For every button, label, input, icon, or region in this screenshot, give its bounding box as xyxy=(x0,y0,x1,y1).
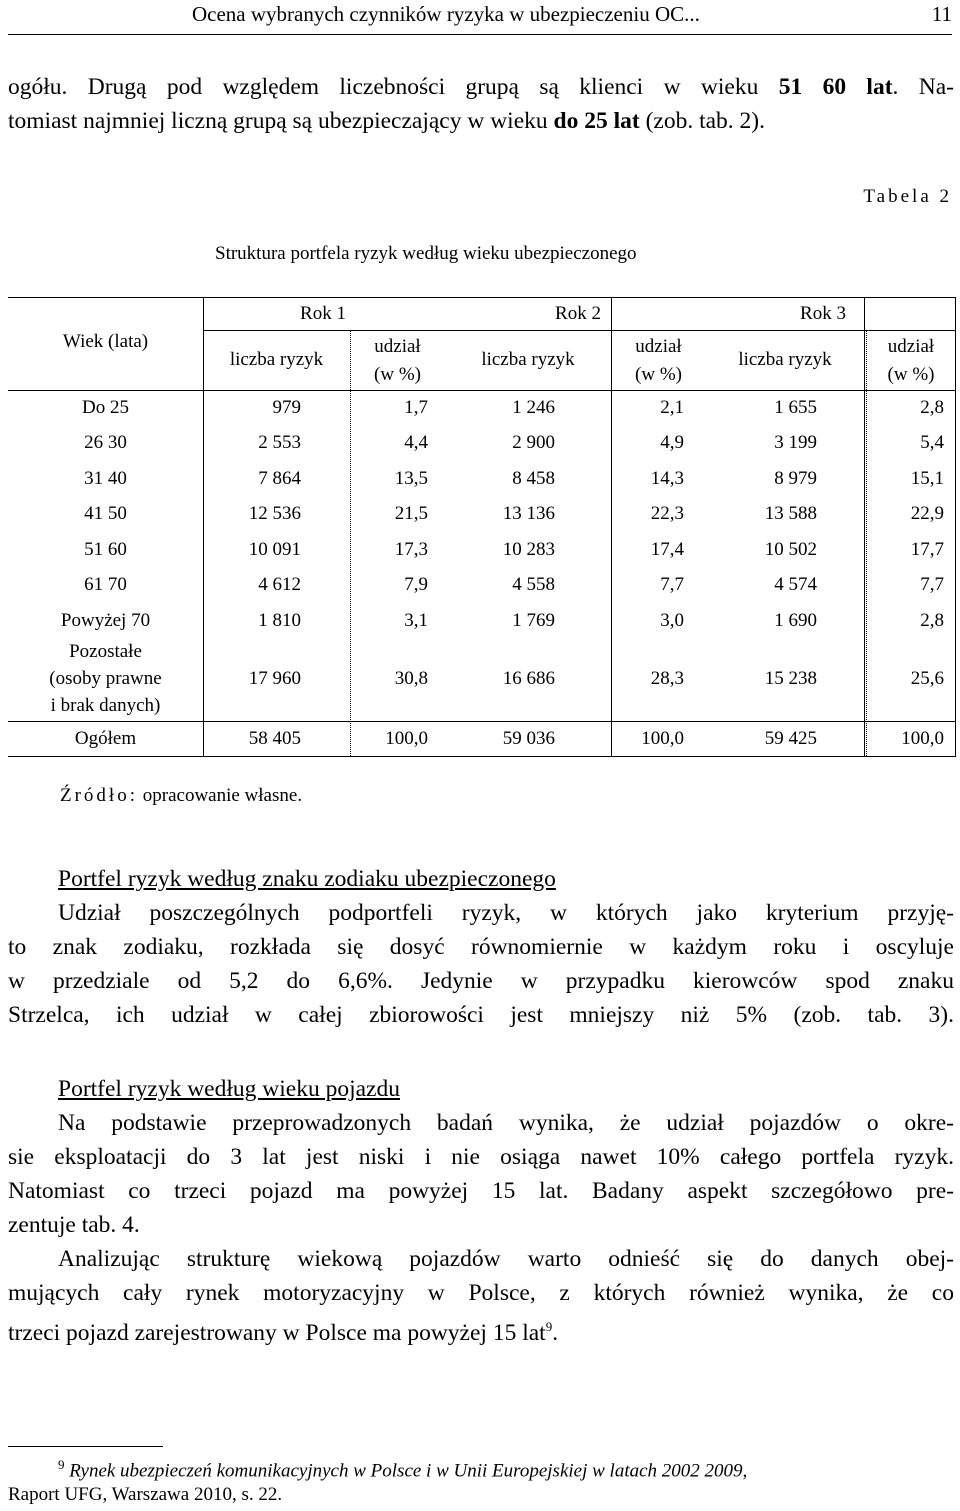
cell-count-y1: 17 960 xyxy=(248,668,301,689)
section-heading-text: Portfel ryzyk według wieku pojazdu xyxy=(58,1076,400,1102)
section-zodiac xyxy=(8,862,954,1032)
cell-count-y1: 979 xyxy=(272,397,301,418)
cell-share-y2: 14,3 xyxy=(650,468,684,489)
cell-count-y2: 1 769 xyxy=(512,610,555,631)
paragraph-line: Strzelca, ich udział w całej zbiorowości jest mniejszy niż 5% (zob. tab. 3). xyxy=(8,1002,954,1028)
col-header-year-1: Rok 1 xyxy=(300,303,346,324)
cell-share-y1: 4,4 xyxy=(404,432,428,453)
cell-age: Powyżej 70 xyxy=(60,610,151,631)
intro-emphasis: do 25 lat xyxy=(553,108,640,134)
cell-share-y1: 1,7 xyxy=(404,397,428,418)
cell-share-y1: 3,1 xyxy=(404,610,428,631)
cell-share-y3: 15,1 xyxy=(910,468,944,489)
paragraph-line: sie eksploatacji do 3 lat jest niski i nie osiąga nawet 10% całego portfela ryzyk. xyxy=(8,1144,954,1170)
cell-count-y2: 8 458 xyxy=(512,468,555,489)
table-label: Tabela 2 xyxy=(863,186,952,207)
cell-count-y1: 4 612 xyxy=(258,574,301,595)
table-row xyxy=(8,574,956,596)
footnote-text: , xyxy=(742,1460,748,1482)
cell-share-y2: 28,3 xyxy=(650,668,684,689)
table-row xyxy=(8,397,956,419)
cell-share-y1: 7,9 xyxy=(404,574,428,595)
cell-age-line: (osoby prawne xyxy=(49,668,162,689)
table-row xyxy=(8,432,956,454)
cell-share-y2: 22,3 xyxy=(650,503,684,524)
cell-count-y1: 7 864 xyxy=(258,468,301,489)
cell-share-y1: 21,5 xyxy=(394,503,428,524)
col-header-share: udział xyxy=(635,336,682,357)
intro-line-1 xyxy=(8,70,954,104)
col-header-year-2: Rok 2 xyxy=(555,303,601,324)
running-header xyxy=(8,0,952,35)
table-rule-header xyxy=(8,390,956,391)
age-structure-table xyxy=(8,297,956,756)
cell-share-y2: 100,0 xyxy=(641,728,684,749)
footnote-number: 9 xyxy=(58,1457,65,1472)
cell-count-y1: 58 405 xyxy=(248,728,301,749)
footnote-line-2: Raport UFG, Warszawa 2010, s. 22. xyxy=(8,1484,283,1505)
intro-text: (zob. tab. 2). xyxy=(639,108,765,134)
cell-age: Ogółem xyxy=(74,728,137,749)
col-header-age: Wiek (lata) xyxy=(62,331,149,352)
cell-share-y2: 7,7 xyxy=(660,574,684,595)
cell-age-line: i brak danych) xyxy=(50,695,161,716)
paragraph-line: w przedziale od 5,2 do 6,6%. Jedynie w przypadku kierowców spod znaku xyxy=(8,968,954,994)
cell-share-y1: 30,8 xyxy=(394,668,428,689)
cell-share-y3: 17,7 xyxy=(910,539,944,560)
cell-age: Do 25 xyxy=(82,397,129,418)
cell-count-y3: 1 655 xyxy=(774,397,817,418)
col-header-share-unit: (w %) xyxy=(887,364,935,385)
cell-count-y3: 59 425 xyxy=(764,728,817,749)
cell-share-y2: 17,4 xyxy=(650,539,684,560)
cell-count-y1: 1 810 xyxy=(258,610,301,631)
intro-text: . Na- xyxy=(892,74,954,100)
cell-share-y3: 22,9 xyxy=(910,503,944,524)
cell-share-y3: 5,4 xyxy=(920,432,944,453)
cell-count-y2: 13 136 xyxy=(502,503,555,524)
cell-share-y2: 4,9 xyxy=(660,432,684,453)
intro-text: tomiast najmniej liczną grupą są ubezpieczający w wieku xyxy=(8,108,554,134)
cell-share-y2: 2,1 xyxy=(660,397,684,418)
cell-share-y1: 17,3 xyxy=(394,539,428,560)
cell-share-y3: 2,8 xyxy=(920,397,944,418)
col-header-count: liczba ryzyk xyxy=(738,349,832,370)
cell-age-line: Pozostałe xyxy=(69,641,142,662)
cell-age: 61 70 xyxy=(84,574,127,595)
cell-age: 31 40 xyxy=(84,468,127,489)
running-header-title: Ocena wybranych czynników ryzyka w ubezpieczeniu OC... xyxy=(192,2,700,26)
cell-share-y1: 13,5 xyxy=(394,468,428,489)
intro-emphasis: 51 60 lat xyxy=(778,74,893,100)
cell-count-y3: 10 502 xyxy=(764,539,817,560)
footnote-title: Rynek ubezpieczeń komunikacyjnych w Polsce i w Unii Europejskiej w latach 2002 2009 xyxy=(69,1460,743,1482)
source-label: Źródło: xyxy=(60,785,138,806)
cell-count-y3: 4 574 xyxy=(774,574,817,595)
section-heading-text: Portfel ryzyk według znaku zodiaku ubezpieczonego xyxy=(58,866,556,892)
table-rule-total xyxy=(8,721,956,722)
table-row xyxy=(8,610,956,632)
cell-count-y1: 10 091 xyxy=(248,539,301,560)
table-rule-top xyxy=(8,297,956,298)
cell-count-y1: 12 536 xyxy=(248,503,301,524)
intro-text: ogółu. Drugą pod względem liczebności grupą są klienci w wieku xyxy=(8,74,779,100)
footnote-ref[interactable]: 9 xyxy=(545,1319,553,1334)
cell-count-y1: 2 553 xyxy=(258,432,301,453)
table-rule-bottom xyxy=(8,756,956,757)
cell-count-y2: 1 246 xyxy=(512,397,555,418)
paragraph-line: Na podstawie przeprowadzonych badań wynika, że udział pojazdów o okre- xyxy=(58,1110,954,1136)
col-header-share-unit: (w %) xyxy=(635,364,682,385)
col-header-share-unit: (w %) xyxy=(374,364,421,385)
cell-share-y3: 25,6 xyxy=(910,668,944,689)
paragraph-line: Analizując strukturę wiekową pojazdów warto odnieść się do danych obej- xyxy=(58,1246,954,1272)
col-header-share: udział xyxy=(887,336,935,357)
paragraph-line: Natomiast co trzeci pojazd ma powyżej 15 lat. Badany aspekt szczegółowo pre- xyxy=(8,1178,954,1204)
intro-line-2 xyxy=(8,104,954,138)
cell-age: 51 60 xyxy=(84,539,127,560)
table-row-other xyxy=(8,641,956,719)
section-vehicle xyxy=(8,1072,954,1344)
col-header-year-3: Rok 3 xyxy=(800,303,846,324)
table-rule-years xyxy=(203,330,956,331)
table-row xyxy=(8,503,956,525)
footnote-separator xyxy=(8,1446,163,1447)
paragraph-line: Udział poszczególnych podportfeli ryzyk, w których jako kryterium przyję- xyxy=(58,900,954,926)
paragraph-line-last xyxy=(8,1310,954,1344)
intro-paragraph xyxy=(8,70,954,138)
cell-share-y2: 3,0 xyxy=(660,610,684,631)
footnote-line-1 xyxy=(8,1457,954,1482)
table-title: Struktura portfela ryzyk według wieku ubezpieczonego xyxy=(215,243,637,264)
cell-count-y2: 59 036 xyxy=(502,728,555,749)
table-source xyxy=(60,785,302,807)
section-heading xyxy=(8,862,954,896)
paragraph-line: mujących cały rynek motoryzacyjny w Polsce, z których również wynika, że co xyxy=(8,1280,954,1306)
section-heading xyxy=(8,1072,954,1106)
paragraph-line: zentuje tab. 4. xyxy=(8,1212,140,1238)
cell-count-y3: 8 979 xyxy=(774,468,817,489)
cell-count-y2: 10 283 xyxy=(502,539,555,560)
cell-count-y3: 15 238 xyxy=(764,668,817,689)
page-number: 11 xyxy=(931,2,952,26)
col-header-count: liczba ryzyk xyxy=(481,349,575,370)
cell-count-y3: 3 199 xyxy=(774,432,817,453)
paragraph-text: . xyxy=(552,1319,559,1346)
cell-count-y2: 2 900 xyxy=(512,432,555,453)
cell-share-y1: 100,0 xyxy=(385,728,428,749)
col-header-share: udział xyxy=(374,336,421,357)
table-row xyxy=(8,539,956,561)
paragraph-line: to znak zodiaku, rozkłada się dosyć równomiernie w każdym roku i oscyluje xyxy=(8,934,954,960)
cell-share-y3: 100,0 xyxy=(901,728,944,749)
paragraph-text: trzeci pojazd zarejestrowany w Polsce ma powyżej 15 lat xyxy=(8,1319,546,1346)
table-row-total xyxy=(8,728,956,750)
cell-share-y3: 7,7 xyxy=(920,574,944,595)
cell-share-y3: 2,8 xyxy=(920,610,944,631)
source-text: opracowanie własne. xyxy=(138,785,303,806)
cell-count-y2: 16 686 xyxy=(502,668,555,689)
cell-age: 26 30 xyxy=(84,432,127,453)
cell-count-y3: 1 690 xyxy=(774,610,817,631)
cell-count-y3: 13 588 xyxy=(764,503,817,524)
cell-count-y2: 4 558 xyxy=(512,574,555,595)
table-row xyxy=(8,468,956,490)
cell-age: 41 50 xyxy=(84,503,127,524)
col-header-count: liczba ryzyk xyxy=(229,349,324,370)
